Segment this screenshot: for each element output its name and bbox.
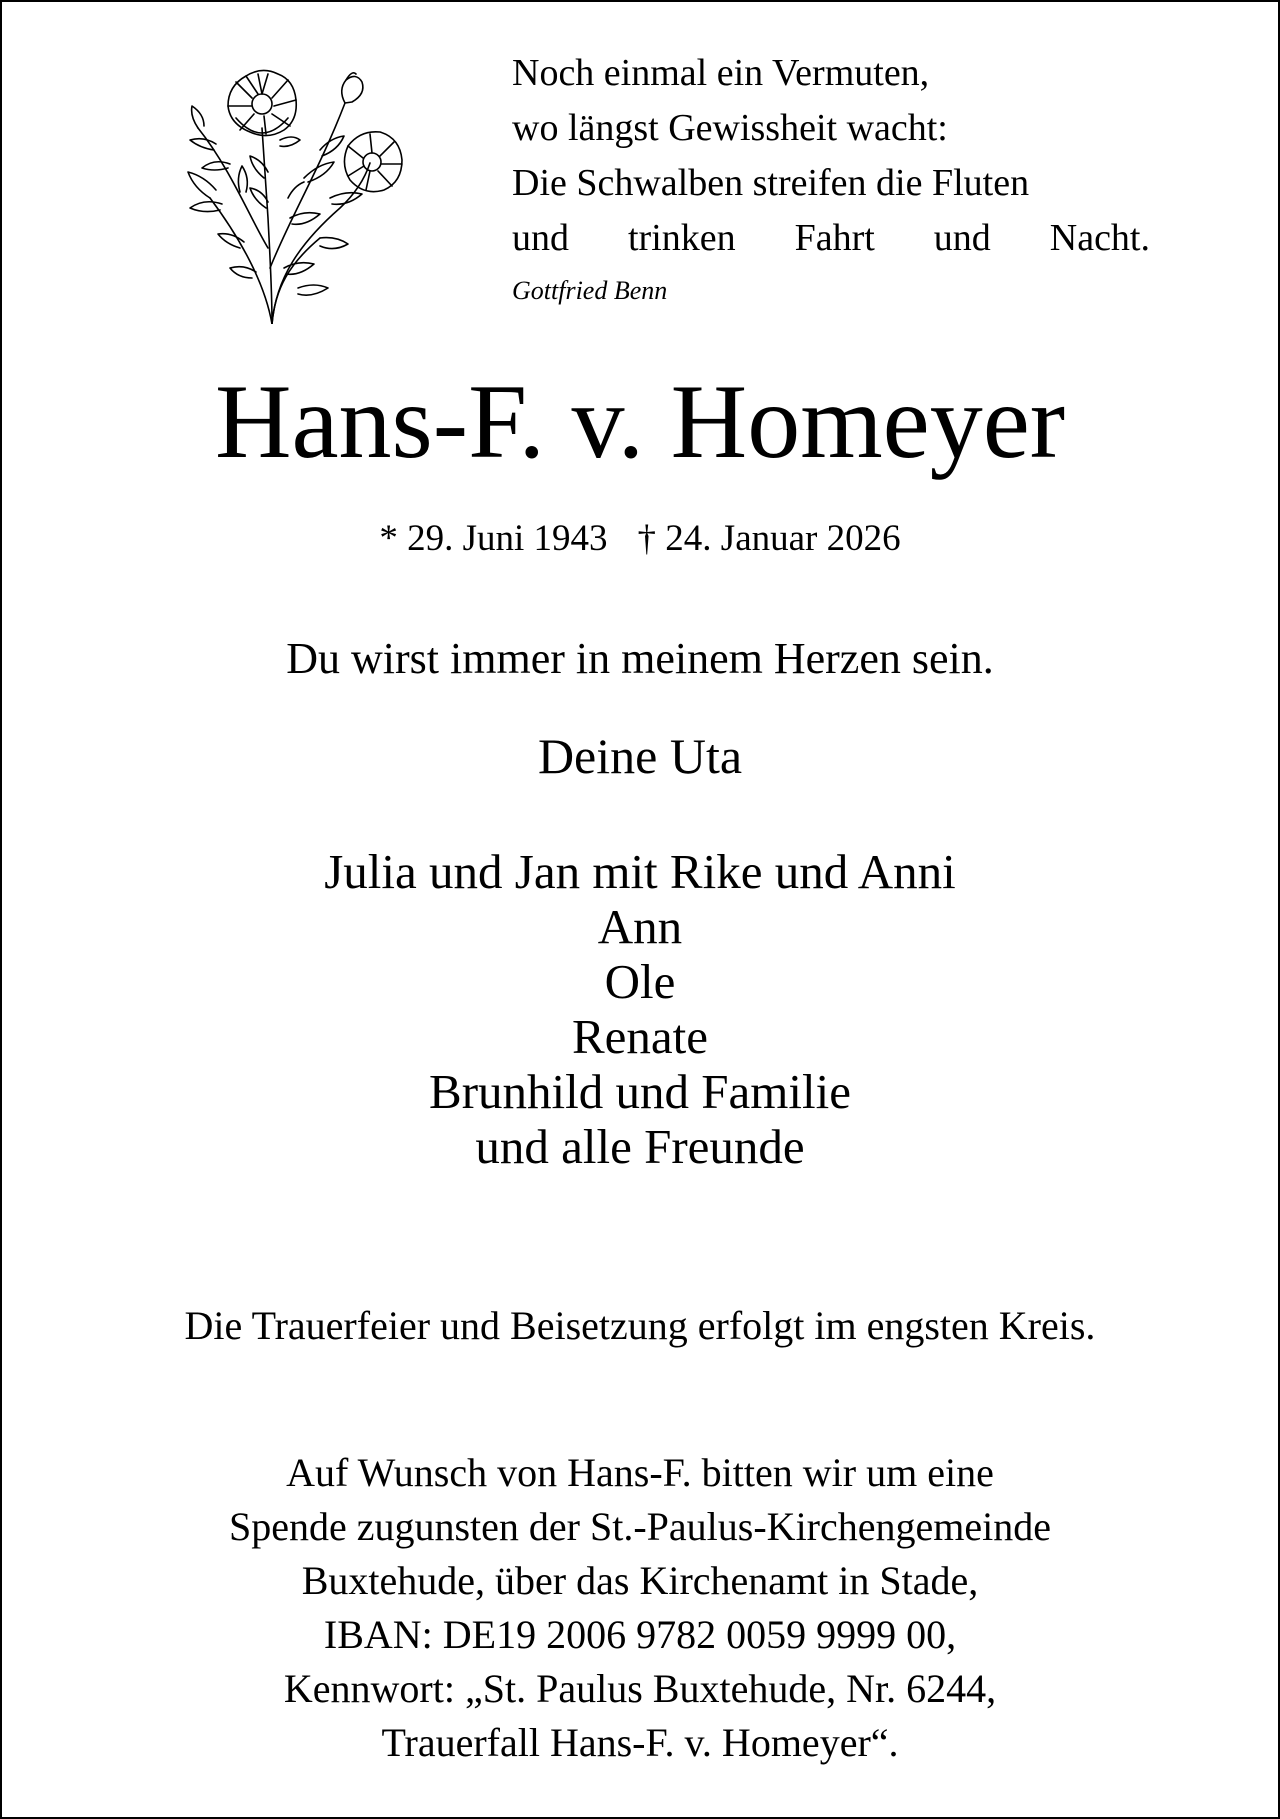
poem-line: und trinken Fahrt und Nacht. bbox=[512, 217, 1150, 259]
flower-bouquet-icon bbox=[180, 68, 420, 324]
family-member: Brunhild und Familie bbox=[429, 1064, 851, 1119]
donation-line: Trauerfall Hans-F. v. Homeyer“. bbox=[381, 1720, 899, 1765]
donation-line: Buxtehude, über das Kirchenamt in Stade, bbox=[301, 1558, 979, 1603]
birth-date: * 29. Juni 1943 bbox=[379, 518, 608, 559]
deceased-name: Hans-F. v. Homeyer bbox=[214, 363, 1066, 480]
poem-line: wo längst Gewissheit wacht: bbox=[512, 107, 948, 149]
poem bbox=[512, 46, 1150, 306]
poem-author: Gottfried Benn bbox=[512, 276, 668, 305]
donation-line: Spende zugunsten der St.-Paulus-Kirchengemeinde bbox=[228, 1504, 1051, 1549]
donation-notice bbox=[2, 1446, 1278, 1770]
signature: Deine Uta bbox=[537, 728, 743, 784]
donation-line: Auf Wunsch von Hans-F. bitten wir um eine bbox=[286, 1450, 994, 1495]
donation-line: IBAN: DE19 2006 9782 0059 9999 00, bbox=[323, 1612, 957, 1657]
life-dates bbox=[2, 515, 1278, 563]
poem-line: Noch einmal ein Vermuten, bbox=[512, 52, 930, 94]
family-member: Renate bbox=[571, 1009, 709, 1064]
family-member: und alle Freunde bbox=[475, 1119, 805, 1174]
family-member: Julia und Jan mit Rike und Anni bbox=[324, 844, 956, 899]
ceremony-notice: Die Trauerfeier und Beisetzung erfolgt im engsten Kreis. bbox=[184, 1303, 1096, 1348]
death-date: † 24. Januar 2026 bbox=[637, 518, 901, 559]
family-member: Ole bbox=[604, 954, 676, 1009]
family-member: Ann bbox=[597, 899, 683, 954]
poem-line: Die Schwalben streifen die Fluten bbox=[512, 162, 1030, 204]
family-list bbox=[2, 844, 1278, 1174]
dedication: Du wirst immer in meinem Herzen sein. bbox=[286, 634, 994, 683]
donation-line: Kennwort: „St. Paulus Buxtehude, Nr. 6244, bbox=[283, 1666, 997, 1711]
